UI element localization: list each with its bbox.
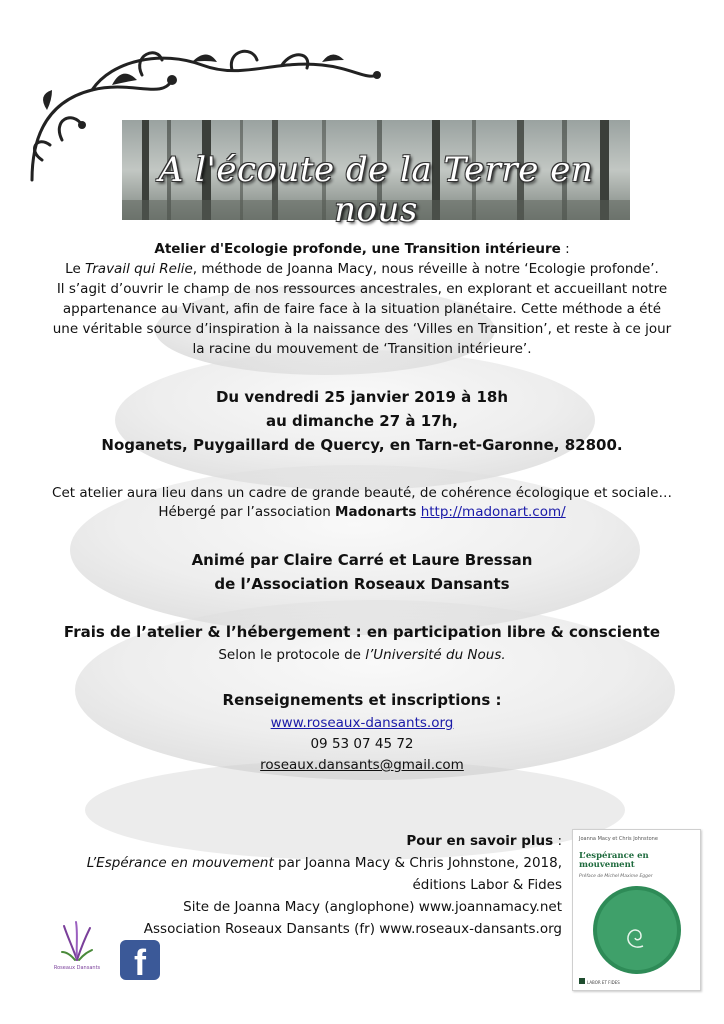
venue-host: Hébergé par l’association Madonarts http://madonart.com/ (158, 504, 566, 520)
fees-protocol: Selon le protocole de l’Université du Nous. (218, 647, 506, 663)
date-line-1: Du vendredi 25 janvier 2019 à 18h (215, 388, 508, 406)
book-cover-authors: Joanna Macy et Chris Johnstone (579, 836, 658, 842)
venue-description: Cet atelier aura lieu dans un cadre de grande beauté, de cohérence écologique et sociale… (52, 485, 672, 501)
header-banner (122, 120, 630, 230)
intro-line-4: une véritable source d’inspiration à la naissance des ‘Villes en Transition’, et reste à ce jour (52, 321, 672, 337)
website-link[interactable]: www.roseaux-dansants.org (270, 715, 454, 731)
banner-title: A l'écoute de la Terre en nous (158, 150, 594, 230)
roseaux-dansants-logo (53, 920, 101, 980)
intro-line-2: Il s’agit d’ouvrir le champ de nos ressources ancestrales, en explorant et accueillant notre (56, 281, 668, 297)
more-info-publisher: éditions Labor & Fides (412, 877, 562, 893)
contact-heading: Renseignements et inscriptions : (222, 691, 502, 709)
contact-website-row (0, 714, 724, 732)
venue-address: Noganets, Puygaillard de Quercy, en Tarn-et-Garonne, 82800. (101, 436, 623, 454)
animators-line-1: Animé par Claire Carré et Laure Bressan (191, 551, 533, 569)
intro-line-3: appartenance au Vivant, afin de faire face à la situation planétaire. Cette méthode a été (62, 301, 662, 317)
intro-heading: Atelier d'Ecologie profonde, une Transition intérieure : (154, 241, 570, 257)
more-info-book: L’Espérance en mouvement par Joanna Macy & Chris Johnstone, 2018, (86, 855, 562, 871)
more-info-site-roseaux: Association Roseaux Dansants (fr) www.roseaux-dansants.org (143, 921, 562, 937)
more-info-site-joanna: Site de Joanna Macy (anglophone) www.joannamacy.net (183, 899, 562, 915)
contact-phone: 09 53 07 45 72 (310, 736, 414, 752)
intro-line-5: la racine du mouvement de ‘Transition intérieure’. (192, 341, 532, 357)
green-spiral-icon (591, 884, 683, 976)
book-cover-subtitle: Préface de Michel Maxime Egger (579, 874, 653, 879)
fees-heading: Frais de l’atelier & l’hébergement : en participation libre & consciente (63, 623, 661, 641)
madonart-link[interactable]: http://madonart.com/ (420, 504, 566, 520)
logo-text: Roseaux Dansants (53, 965, 101, 971)
book-cover-title: L’espérance en mouvement (579, 851, 649, 870)
date-line-2: au dimanche 27 à 17h, (266, 412, 458, 430)
intro-line-1: Le Travail qui Relie, méthode de Joanna Macy, nous réveille à notre ‘Ecologie profonde’. (65, 261, 659, 277)
animators-line-2: de l’Association Roseaux Dansants (214, 575, 510, 593)
email-link[interactable]: roseaux.dansants@gmail.com (260, 757, 464, 773)
contact-email-row (0, 756, 724, 774)
facebook-icon[interactable]: f (120, 940, 160, 980)
more-info-heading: Pour en savoir plus : (406, 833, 562, 849)
book-cover-image (572, 829, 701, 991)
book-cover-publisher: LABOR ET FIDES (587, 980, 620, 985)
